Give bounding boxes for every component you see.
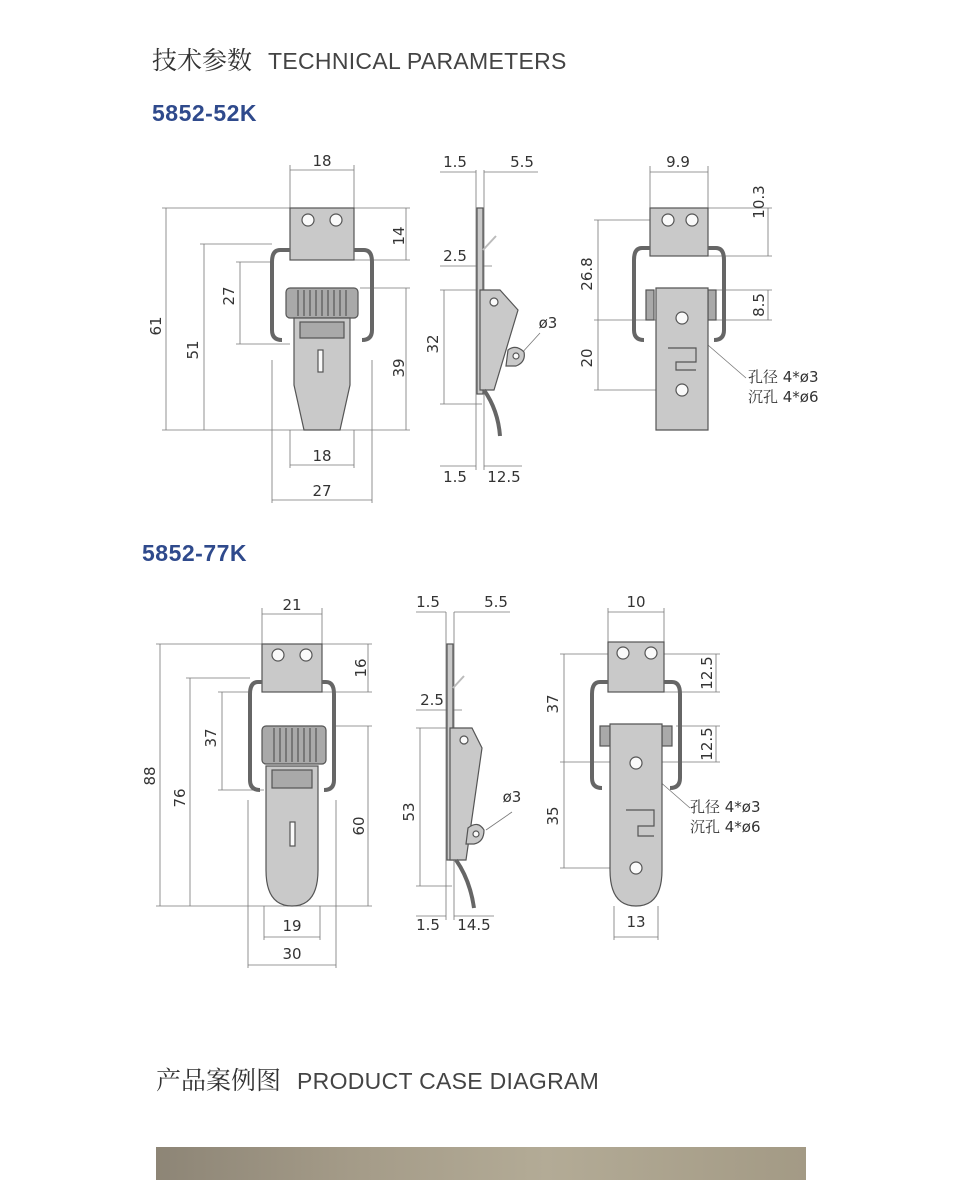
m2-hole-spec-2: 沉孔 4*ø6 [690,818,761,836]
top-plate [290,208,354,260]
dim-m1-body-height: 39 [390,358,408,378]
dim-m2-total-height: 88 [141,766,159,786]
dim-m1-loop-height: 27 [220,286,238,306]
dim-m1-top-height: 14 [390,226,408,246]
dim-m2-loop-height: 37 [202,728,220,748]
dim-m1-bottom-outer: 27 [312,482,332,500]
dim-m2-back-upper: 37 [544,694,562,714]
dim-m1-step: 2.5 [443,247,467,265]
dim-m1-back-upper: 26.8 [578,257,596,291]
model-title-2: 5852-77K [142,540,248,566]
dim-m2-step: 2.5 [420,691,444,709]
product-case-photo [156,1147,806,1180]
dim-m1-thickness-bottom: 1.5 [443,468,467,486]
model-title-1: 5852-52K [152,100,258,126]
dim-m1-back-top-width: 9.9 [666,153,690,171]
dim-m2-body-height: 60 [350,816,368,836]
dim-m2-depth: 14.5 [457,916,491,934]
dim-m1-inner-height: 51 [184,340,202,360]
dim-m1-offset-top: 5.5 [510,153,534,171]
dim-m1-bottom-inner: 18 [312,447,332,465]
section-title-zh: 技术参数 [152,46,253,75]
m2-hole-spec-1: 孔径 4*ø3 [690,798,761,816]
model2-back-view [560,608,720,940]
section-title-zh: 产品案例图 [156,1066,282,1095]
dim-m1-top-width: 18 [312,152,332,170]
dim-m1-back-top-height: 10.3 [750,185,768,219]
section-title-en: TECHNICAL PARAMETERS [268,48,567,74]
dim-m2-top-width: 21 [282,596,302,614]
section-title-en: PRODUCT CASE DIAGRAM [297,1068,600,1094]
m1-hole-spec-2: 沉孔 4*ø6 [748,388,819,406]
dim-m2-back-bottom-width: 13 [626,913,646,931]
dim-m1-hole: ø3 [538,314,558,332]
dim-m1-total-height: 61 [147,316,165,336]
dim-m2-thickness-bottom: 1.5 [416,916,440,934]
model1-side-view [440,170,540,470]
dim-m1-thickness-top: 1.5 [443,153,467,171]
dim-m2-side-height: 53 [400,802,418,822]
model2-front-view [156,608,372,968]
dim-m2-thickness-top: 1.5 [416,593,440,611]
dim-m2-bottom-inner: 19 [282,917,302,935]
dim-m1-depth: 12.5 [487,468,521,486]
dim-m2-offset-top: 5.5 [484,593,508,611]
dim-m1-back-lower: 20 [578,348,596,368]
section-title-case [156,1060,599,1097]
dim-m1-back-mid: 8.5 [750,293,768,317]
dim-m2-top-height: 16 [352,658,370,678]
model1-front-view [162,165,410,503]
model1-back-view [594,166,772,430]
m1-hole-spec-1: 孔径 4*ø3 [748,368,819,386]
dim-m2-inner-height: 76 [171,788,189,808]
dim-m2-hole: ø3 [502,788,522,806]
dim-m2-back-top-height: 12.5 [698,656,716,690]
dim-m2-back-mid: 12.5 [698,727,716,761]
model2-side-view [416,612,512,920]
dim-m2-back-top-width: 10 [626,593,646,611]
dim-m1-side-height: 32 [424,334,442,354]
dim-m2-bottom-outer: 30 [282,945,302,963]
dim-m2-back-lower: 35 [544,806,562,826]
